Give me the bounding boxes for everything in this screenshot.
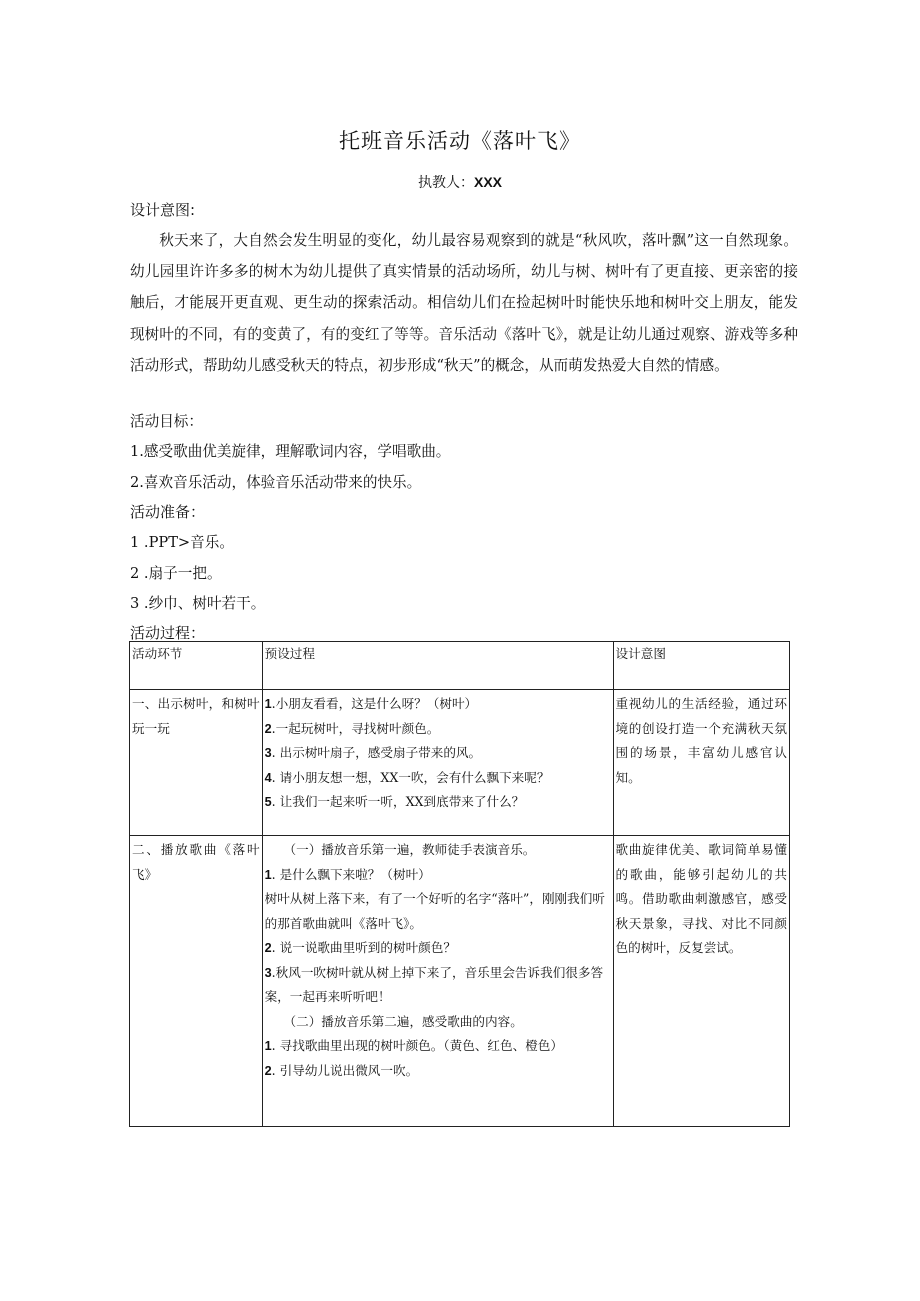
column-header: 预设过程 — [262, 642, 613, 690]
preparation-heading: 活动准备： — [130, 503, 206, 521]
design-intent-heading: 设计意图: — [130, 201, 196, 219]
prep-item-3: 3 .纱巾、树叶若干。 — [130, 595, 266, 612]
step-item: （一）播放音乐第一遍，教师徒手表演音乐。 — [283, 842, 536, 857]
step-item: 3. 出示树叶扇子，感受扇子带来的风。 — [264, 745, 482, 760]
goal-item-1: 1.感受歌曲优美旋律，理解歌词内容，学唱歌曲。 — [130, 443, 451, 460]
prep-item-2: 2 .扇子一把。 — [130, 565, 222, 582]
design-intent-text: 秋天来了，大自然会发生明显的变化，幼儿最容易观察到的就是“秋风吹，落叶飘”这一自然现象。幼儿园里许许多多的树木为幼儿提供了真实情景的活动场所，幼儿与树、树叶有了更直接、更亲密的接触后，才能展开更直观、更生动的探索活动。相信幼儿们在捡起树叶时能快乐地和树叶交上朋友，能发现树叶的不同，有的变黄了，有的变红了等等。音乐活动《落叶飞》，就是让幼儿通过观察、游戏等多种活动形式，帮助幼儿感受秋天的特点，初步形成“秋天”的概念，从而萌发热爱大自然的情感。 — [130, 232, 798, 374]
process-table — [129, 641, 790, 1127]
step-item: 2. 说一说歌曲里听到的树叶颜色？ — [264, 940, 456, 955]
column-header: 活动环节 — [130, 642, 263, 690]
steps-cell — [265, 836, 611, 1083]
table-row — [130, 836, 790, 1127]
step-item: 树叶从树上落下来，有了一个好听的名字“落叶”，刚刚我们听的那首歌曲就叫《落叶飞》。 — [264, 891, 605, 931]
stage-cell: 二、播放歌曲《落叶飞》 — [132, 842, 260, 882]
step-item: 4. 请小朋友想一想，XX一吹，会有什么飘下来呢？ — [264, 769, 550, 785]
table-row — [130, 690, 790, 836]
step-item: 2. 引导幼儿说出微风一吹。 — [264, 1062, 419, 1078]
intent-cell: 歌曲旋律优美、歌词简单易懂的歌曲，能够引起幼儿的共鸣。借助歌曲刺激感官，感受秋天景象，寻找、对比不同颜色的树叶，反复尝试。 — [615, 842, 787, 955]
step-item: 5. 让我们一起来听一听，XX到底带来了什么？ — [264, 794, 525, 809]
intent-cell: 重视幼儿的生活经验，通过环境的创设打造一个充满秋天氛围的场景，丰富幼儿感官认知。 — [615, 696, 787, 785]
steps-cell — [265, 690, 611, 815]
step-item: 3.秋风一吹树叶就从树上掉下来了，音乐里会告诉我们很多答案，一起再来听听吧！ — [264, 964, 604, 1004]
prep-item-1: 1 .PPT>音乐。 — [130, 534, 234, 551]
document-title: 托班音乐活动《落叶飞》 — [339, 129, 581, 153]
teacher-line — [0, 172, 920, 192]
step-item: 1. 寻找歌曲里出现的树叶颜色。（黄色、红色、橙色） — [264, 1038, 563, 1053]
goal-item-2: 2.喜欢音乐活动，体验音乐活动带来的快乐。 — [130, 474, 422, 491]
column-header: 设计意图 — [613, 642, 789, 690]
stage-cell: 一、出示树叶，和树叶玩一玩 — [132, 696, 260, 736]
goals-heading: 活动目标： — [130, 413, 203, 430]
step-item: （二）播放音乐第二遍，感受歌曲的内容。 — [283, 1013, 523, 1029]
teacher-label: 执教人： — [417, 175, 474, 191]
step-item: 2.一起玩树叶，寻找树叶颜色。 — [264, 720, 440, 736]
table-header-row — [130, 642, 790, 690]
step-item: 1. 是什么飘下来啦？（树叶） — [264, 866, 431, 882]
step-item: 1.小朋友看看，这是什么呀？（树叶） — [264, 696, 478, 711]
process-heading: 活动过程： — [130, 624, 206, 642]
teacher-name: XXX — [473, 174, 502, 190]
